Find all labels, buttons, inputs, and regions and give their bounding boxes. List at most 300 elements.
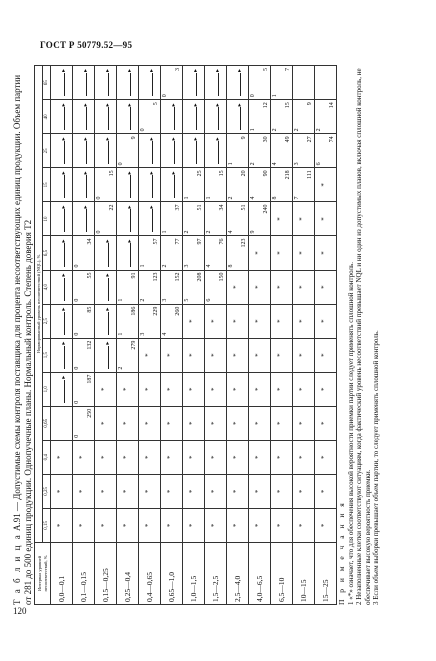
page-number: 120 xyxy=(13,606,27,616)
full-inspection-mark: * xyxy=(298,421,306,425)
acceptance-number: 0 xyxy=(96,230,102,234)
full-inspection-mark: * xyxy=(166,455,174,460)
table-cell xyxy=(227,406,249,440)
table-cell xyxy=(51,202,73,236)
table-cell xyxy=(183,270,205,304)
acceptance-number: 0 xyxy=(74,264,80,268)
column-header: 1,0 xyxy=(43,372,51,406)
table-cell xyxy=(139,508,161,542)
table-cell xyxy=(293,372,315,406)
full-inspection-mark: * xyxy=(210,489,218,494)
table-cell xyxy=(73,100,95,134)
full-inspection-mark: * xyxy=(254,251,262,255)
table-cell xyxy=(183,474,205,508)
acceptance-number: 2 xyxy=(206,230,212,234)
table-cell xyxy=(183,100,205,134)
full-inspection-mark: * xyxy=(188,421,196,425)
column-header: 65 xyxy=(43,66,51,100)
sample-size: 123 xyxy=(241,238,247,248)
table-cell xyxy=(293,304,315,338)
caption-text: А.91 — Допустимые схемы контроля поставщика для процента несоответствующих единиц продукции. Объем партии от 281 до 500 единиц продукции. Однопучечные планы. Нормальный контроль. Степень доверия Т2 xyxy=(12,74,33,605)
table-cell xyxy=(95,406,117,440)
row-label: 1,5—2,5 xyxy=(205,542,227,604)
full-inspection-mark: * xyxy=(210,387,218,391)
table-cell xyxy=(95,168,117,202)
table-cell xyxy=(117,338,139,372)
sample-size: 229 xyxy=(153,306,159,316)
table-cell xyxy=(161,508,183,542)
table-row xyxy=(73,66,95,605)
table-cell xyxy=(183,66,205,100)
row-header-cell: Интервал уровней несоответствий, % xyxy=(35,542,51,604)
full-inspection-mark: * xyxy=(188,489,196,494)
table-cell xyxy=(183,406,205,440)
table-cell xyxy=(51,440,73,474)
arrow-icon: ▸ xyxy=(105,239,112,266)
row-label: 4,0—6,5 xyxy=(249,542,271,604)
sample-size: 76 xyxy=(219,238,225,245)
table-row xyxy=(117,66,139,605)
table-cell xyxy=(315,202,337,236)
column-header: 15 xyxy=(43,168,51,202)
table-cell xyxy=(73,66,95,100)
table-cell xyxy=(117,474,139,508)
table-cell xyxy=(73,338,95,372)
table-cell xyxy=(51,100,73,134)
arrow-icon: ▸ xyxy=(237,103,244,130)
full-inspection-mark: * xyxy=(298,387,306,391)
table-cell xyxy=(139,406,161,440)
acceptance-number: 1 xyxy=(162,230,168,234)
table-cell xyxy=(315,372,337,406)
table-cell xyxy=(161,338,183,372)
sample-size: 77 xyxy=(175,238,181,245)
table-cell xyxy=(95,134,117,168)
full-inspection-mark: * xyxy=(232,285,240,289)
table-cell xyxy=(95,474,117,508)
acceptance-number: 3 xyxy=(140,332,146,336)
table-cell xyxy=(51,236,73,270)
full-inspection-mark: * xyxy=(232,387,240,391)
arrow-icon: ▸ xyxy=(149,171,156,198)
table-cell xyxy=(249,474,271,508)
table-cell xyxy=(139,168,161,202)
column-header: 6,5 xyxy=(43,236,51,270)
arrow-icon: ▸ xyxy=(61,342,68,369)
table-cell xyxy=(161,168,183,202)
table-cell xyxy=(161,270,183,304)
arrow-icon: ▸ xyxy=(83,137,90,164)
full-inspection-mark: * xyxy=(144,387,152,391)
full-inspection-mark: * xyxy=(276,421,284,425)
full-inspection-mark: * xyxy=(100,489,108,494)
table-cell xyxy=(161,440,183,474)
sample-size: 3 xyxy=(175,68,181,71)
table-row xyxy=(315,66,337,605)
sample-size: 14 xyxy=(329,102,335,109)
table-cell xyxy=(205,270,227,304)
sample-size: 218 xyxy=(285,170,291,180)
table-cell xyxy=(139,474,161,508)
full-inspection-mark: * xyxy=(166,353,174,357)
table-cell xyxy=(227,236,249,270)
sample-size: 34 xyxy=(219,204,225,211)
full-inspection-mark: * xyxy=(144,455,152,460)
table-cell xyxy=(271,66,293,100)
acceptance-number: 2 xyxy=(316,128,322,132)
arrow-icon: ▸ xyxy=(127,69,134,96)
table-cell xyxy=(95,66,117,100)
full-inspection-mark: * xyxy=(122,387,130,391)
notes-title: П р и м е ч а н и я xyxy=(337,500,346,605)
table-cell xyxy=(117,406,139,440)
table-cell xyxy=(183,236,205,270)
table-cell xyxy=(249,304,271,338)
table-cell xyxy=(227,134,249,168)
acceptance-number: 2 xyxy=(184,230,190,234)
table-cell xyxy=(73,134,95,168)
table-cell xyxy=(51,406,73,440)
table-cell xyxy=(117,372,139,406)
table-cell xyxy=(315,100,337,134)
table-cell xyxy=(161,202,183,236)
full-inspection-mark: * xyxy=(320,217,328,221)
table-cell xyxy=(73,508,95,542)
arrow-icon: ▸ xyxy=(61,69,68,96)
acceptance-number: 2 xyxy=(228,196,234,200)
acceptance-number: 4 xyxy=(272,162,278,166)
full-inspection-mark: * xyxy=(166,523,174,528)
table-cell xyxy=(51,168,73,202)
acceptance-number: 3 xyxy=(162,298,168,302)
sample-size: 49 xyxy=(285,136,291,143)
full-inspection-mark: * xyxy=(254,319,262,323)
table-cell xyxy=(205,202,227,236)
full-inspection-mark: * xyxy=(298,489,306,494)
table-cell xyxy=(183,134,205,168)
table-cell xyxy=(227,508,249,542)
full-inspection-mark: * xyxy=(188,523,196,528)
note-3: 3 Если объем выборки превышает объем партии, то следует применять сплошной контроль. xyxy=(372,330,380,605)
full-inspection-mark: * xyxy=(100,455,108,460)
sample-size: 12 xyxy=(263,102,269,109)
table-cell xyxy=(315,168,337,202)
acceptance-number: 3 xyxy=(184,264,190,268)
table-cell xyxy=(293,508,315,542)
table-cell xyxy=(293,66,315,100)
table-cell xyxy=(293,270,315,304)
table-cell xyxy=(73,304,95,338)
table-cell xyxy=(183,338,205,372)
full-inspection-mark: * xyxy=(232,421,240,425)
acceptance-number: 1 xyxy=(206,196,212,200)
acceptance-number: 4 xyxy=(206,264,212,268)
sample-size: 15 xyxy=(109,170,115,177)
acceptance-number: 6 xyxy=(206,298,212,302)
table-cell xyxy=(315,406,337,440)
row-label: 0,65—1,0 xyxy=(161,542,183,604)
table-cell xyxy=(117,66,139,100)
full-inspection-mark: * xyxy=(144,353,152,357)
row-label: 6,5—10 xyxy=(271,542,293,604)
full-inspection-mark: * xyxy=(276,523,284,528)
full-inspection-mark: * xyxy=(298,251,306,255)
full-inspection-mark: * xyxy=(78,455,86,460)
full-inspection-mark: * xyxy=(320,523,328,528)
table-cell xyxy=(73,202,95,236)
sample-size: 91 xyxy=(131,272,137,279)
acceptance-number: 3 xyxy=(294,162,300,166)
table-cell xyxy=(161,100,183,134)
full-inspection-mark: * xyxy=(298,523,306,528)
arrow-icon: ▸ xyxy=(83,205,90,232)
table-row xyxy=(95,66,117,605)
sample-size: 240 xyxy=(263,204,269,214)
table-cell xyxy=(205,474,227,508)
full-inspection-mark: * xyxy=(56,523,64,528)
table-cell xyxy=(205,406,227,440)
table-cell xyxy=(73,236,95,270)
full-inspection-mark: * xyxy=(276,251,284,255)
acceptance-number: 7 xyxy=(294,196,300,200)
page-header: ГОСТ Р 50779.52—95 xyxy=(40,40,133,50)
full-inspection-mark: * xyxy=(210,319,218,323)
sample-size: 20 xyxy=(241,170,247,177)
full-inspection-mark: * xyxy=(188,455,196,460)
acceptance-number: 4 xyxy=(228,230,234,234)
full-inspection-mark: * xyxy=(298,217,306,221)
arrow-icon: ▸ xyxy=(105,342,112,369)
table-cell xyxy=(271,100,293,134)
table-cell xyxy=(271,440,293,474)
sample-size: 90 xyxy=(263,170,269,177)
table-cell xyxy=(51,270,73,304)
arrow-icon: ▸ xyxy=(215,137,222,164)
arrow-icon: ▸ xyxy=(83,171,90,198)
arrow-icon: ▸ xyxy=(215,69,222,96)
full-inspection-mark: * xyxy=(56,455,64,460)
table-cell xyxy=(51,372,73,406)
sample-size: 22 xyxy=(109,204,115,211)
table-cell xyxy=(51,134,73,168)
table-cell xyxy=(315,236,337,270)
full-inspection-mark: * xyxy=(122,523,130,528)
arrow-icon: ▸ xyxy=(83,69,90,96)
acceptance-number: 4 xyxy=(162,332,168,336)
acceptance-number: 5 xyxy=(184,298,190,302)
table-cell xyxy=(139,66,161,100)
table-cell xyxy=(139,304,161,338)
table-cell xyxy=(117,202,139,236)
column-header: 0,15 xyxy=(43,508,51,542)
table-cell xyxy=(249,372,271,406)
full-inspection-mark: * xyxy=(188,353,196,357)
table-cell xyxy=(293,236,315,270)
full-inspection-mark: * xyxy=(276,387,284,391)
full-inspection-mark: * xyxy=(298,455,306,460)
sample-size: 9 xyxy=(131,136,137,140)
table-row xyxy=(293,66,315,605)
table-cell xyxy=(139,100,161,134)
rotated-table-block xyxy=(8,60,403,605)
full-inspection-mark: * xyxy=(254,523,262,528)
sample-size: 55 xyxy=(87,272,93,279)
table-cell xyxy=(161,304,183,338)
full-inspection-mark: * xyxy=(320,285,328,289)
table-cell xyxy=(293,474,315,508)
table-cell xyxy=(227,202,249,236)
table-cell xyxy=(249,406,271,440)
table-cell xyxy=(161,134,183,168)
table-cell xyxy=(271,304,293,338)
sample-size: 132 xyxy=(87,340,93,350)
table-cell xyxy=(227,304,249,338)
acceptance-number: 1 xyxy=(118,332,124,336)
arrow-icon: ▸ xyxy=(127,205,134,232)
acceptance-number: 0 xyxy=(74,400,80,404)
table-row xyxy=(271,66,293,605)
table-cell xyxy=(271,474,293,508)
table-cell xyxy=(117,100,139,134)
table-cell xyxy=(293,202,315,236)
table-cell xyxy=(271,508,293,542)
table-cell xyxy=(293,338,315,372)
table-row xyxy=(161,66,183,605)
table-cell xyxy=(205,66,227,100)
full-inspection-mark: * xyxy=(166,387,174,391)
table-cell xyxy=(205,100,227,134)
sample-size: 15 xyxy=(219,170,225,177)
table-cell xyxy=(161,372,183,406)
arrow-icon: ▸ xyxy=(61,308,68,335)
row-label: 1,0—1,5 xyxy=(183,542,205,604)
sample-size: 260 xyxy=(175,306,181,316)
full-inspection-mark: * xyxy=(276,217,284,221)
acceptance-number: 1 xyxy=(228,162,234,166)
sample-size: 152 xyxy=(175,272,181,282)
full-inspection-mark: * xyxy=(276,353,284,357)
table-cell xyxy=(315,508,337,542)
full-inspection-mark: * xyxy=(122,455,130,460)
arrow-icon: ▸ xyxy=(127,103,134,130)
table-cell xyxy=(315,270,337,304)
acceptance-number: 2 xyxy=(162,264,168,268)
table-cell xyxy=(205,440,227,474)
sample-size: 9 xyxy=(241,136,247,140)
table-cell xyxy=(139,134,161,168)
acceptance-number: 2 xyxy=(118,366,124,370)
acceptance-number: 1 xyxy=(272,94,278,98)
sample-size: 34 xyxy=(87,238,93,245)
row-label: 15—25 xyxy=(315,542,337,604)
arrow-icon: ▸ xyxy=(105,137,112,164)
full-inspection-mark: * xyxy=(166,489,174,494)
acceptance-number: 2 xyxy=(140,298,146,302)
table-cell xyxy=(73,474,95,508)
table-row xyxy=(51,66,73,605)
arrow-icon: ▸ xyxy=(127,171,134,198)
table-cell xyxy=(73,168,95,202)
table-cell xyxy=(249,168,271,202)
arrow-icon: ▸ xyxy=(83,103,90,130)
full-inspection-mark: * xyxy=(320,387,328,391)
table-cell xyxy=(73,440,95,474)
acceptance-number: 1 xyxy=(250,128,256,132)
table-cell xyxy=(161,236,183,270)
sample-size: 27 xyxy=(307,136,313,143)
sample-size: 7 xyxy=(285,68,291,71)
acceptance-number: 0 xyxy=(140,128,146,132)
table-cell xyxy=(161,406,183,440)
table-row xyxy=(227,66,249,605)
acceptance-number: 2 xyxy=(272,128,278,132)
table-cell xyxy=(73,406,95,440)
table-cell xyxy=(95,202,117,236)
arrow-icon: ▸ xyxy=(171,137,178,164)
table-cell xyxy=(183,508,205,542)
sample-size: 279 xyxy=(131,340,137,350)
table-cell xyxy=(227,372,249,406)
acceptance-number: 0 xyxy=(250,94,256,98)
table-cell xyxy=(51,66,73,100)
table-cell xyxy=(117,508,139,542)
table-cell xyxy=(227,100,249,134)
full-inspection-mark: * xyxy=(276,489,284,494)
table-cell xyxy=(95,338,117,372)
acceptance-number: 0 xyxy=(74,332,80,336)
sample-size: 111 xyxy=(307,170,313,179)
arrow-icon: ▸ xyxy=(149,69,156,96)
acceptance-number: 0 xyxy=(162,94,168,98)
table-caption xyxy=(12,65,33,605)
table-cell xyxy=(315,134,337,168)
acceptance-number: 2 xyxy=(294,128,300,132)
sample-size: 57 xyxy=(153,238,159,245)
full-inspection-mark: * xyxy=(254,455,262,460)
row-label: 2,5—4,0 xyxy=(227,542,249,604)
table-cell xyxy=(271,270,293,304)
column-header: 25 xyxy=(43,134,51,168)
table-cell xyxy=(95,236,117,270)
note-2: 2 Незаполненные клетки соответствуют ситуациям, когда фактический уровень несоответствий превышает NQL и ни один из допустимых планов, включая сплошной контроль, не обеспечивает высокую вероятность приемки. xyxy=(355,68,372,605)
table-cell xyxy=(315,304,337,338)
table-cell xyxy=(205,508,227,542)
sample-size: 187 xyxy=(87,374,93,384)
acceptance-number: 4 xyxy=(250,196,256,200)
arrow-icon: ▸ xyxy=(105,103,112,130)
full-inspection-mark: * xyxy=(122,421,130,425)
full-inspection-mark: * xyxy=(232,523,240,528)
table-cell xyxy=(271,338,293,372)
column-header: 10 xyxy=(43,202,51,236)
table-cell xyxy=(293,406,315,440)
table-cell xyxy=(249,440,271,474)
table-cell xyxy=(139,338,161,372)
arrow-icon: ▸ xyxy=(237,69,244,96)
acceptance-number: 0 xyxy=(118,162,124,166)
arrow-icon: ▸ xyxy=(193,137,200,164)
table-cell xyxy=(183,440,205,474)
full-inspection-mark: * xyxy=(188,319,196,323)
arrow-icon: ▸ xyxy=(61,376,68,403)
table-row xyxy=(183,66,205,605)
full-inspection-mark: * xyxy=(210,523,218,528)
full-inspection-mark: * xyxy=(144,421,152,425)
column-header: 0,65 xyxy=(43,406,51,440)
table-cell xyxy=(205,304,227,338)
full-inspection-mark: * xyxy=(210,353,218,357)
full-inspection-mark: * xyxy=(232,319,240,323)
